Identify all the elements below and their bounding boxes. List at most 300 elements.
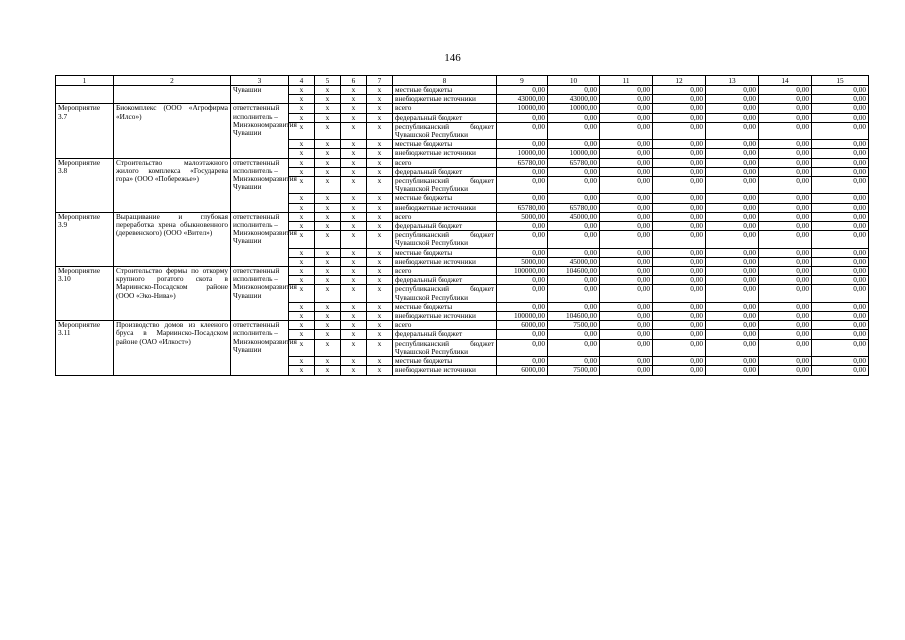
value-cell: 0,00 — [600, 158, 653, 167]
x-mark-cell: х — [341, 203, 367, 212]
value-cell: 0,00 — [653, 140, 706, 149]
value-cell: 0,00 — [497, 122, 548, 139]
value-cell: 0,00 — [812, 212, 869, 221]
value-cell: 0,00 — [759, 267, 812, 276]
value-cell: 0,00 — [759, 194, 812, 203]
value-cell: 0,00 — [812, 257, 869, 266]
x-mark-cell: х — [367, 177, 393, 194]
x-mark-cell: х — [367, 122, 393, 139]
x-mark-cell: х — [341, 177, 367, 194]
value-cell: 0,00 — [759, 302, 812, 311]
value-cell: 0,00 — [600, 167, 653, 176]
x-mark-cell: х — [341, 321, 367, 330]
x-mark-cell: х — [367, 321, 393, 330]
value-cell: 0,00 — [653, 257, 706, 266]
funding-source-cell: республиканский бюджет Чувашской Республики — [393, 339, 497, 356]
value-cell: 104600,00 — [548, 312, 600, 321]
funding-source-cell: республиканский бюджет Чувашской Республики — [393, 177, 497, 194]
value-cell: 0,00 — [812, 113, 869, 122]
funding-source-cell: местные бюджеты — [393, 86, 497, 95]
funding-source-cell: внебюджетные источники — [393, 312, 497, 321]
value-cell: 0,00 — [600, 257, 653, 266]
value-cell: 0,00 — [600, 302, 653, 311]
table-row — [56, 158, 869, 167]
x-mark-cell: х — [367, 366, 393, 375]
funding-source-cell: республиканский бюджет Чувашской Республики — [393, 231, 497, 248]
value-cell: 0,00 — [548, 194, 600, 203]
x-mark-cell: х — [315, 285, 341, 302]
value-cell: 0,00 — [600, 149, 653, 158]
value-cell: 0,00 — [759, 113, 812, 122]
value-cell: 0,00 — [653, 158, 706, 167]
value-cell: 0,00 — [812, 140, 869, 149]
x-mark-cell: х — [315, 312, 341, 321]
value-cell: 0,00 — [548, 330, 600, 339]
x-mark-cell: х — [289, 122, 315, 139]
x-mark-cell: х — [341, 231, 367, 248]
x-mark-cell: х — [341, 140, 367, 149]
x-mark-cell: х — [341, 95, 367, 104]
value-cell: 0,00 — [706, 248, 759, 257]
funding-source-cell: республиканский бюджет Чувашской Республики — [393, 285, 497, 302]
value-cell: 0,00 — [706, 222, 759, 231]
column-header: 4 — [289, 76, 315, 86]
x-mark-cell: х — [367, 231, 393, 248]
measure-name-cell: Строительство малоэтажного жилого комплекса «Государева гора» (ООО «Побережье») — [114, 158, 231, 212]
column-header: 2 — [114, 76, 231, 86]
x-mark-cell: х — [315, 321, 341, 330]
funding-source-cell: местные бюджеты — [393, 357, 497, 366]
x-mark-cell: х — [289, 285, 315, 302]
value-cell: 0,00 — [548, 302, 600, 311]
value-cell: 0,00 — [812, 231, 869, 248]
x-mark-cell: х — [289, 330, 315, 339]
x-mark-cell: х — [367, 267, 393, 276]
value-cell: 0,00 — [759, 257, 812, 266]
value-cell: 0,00 — [548, 248, 600, 257]
measure-label-cell: Мероприятие 3.7 — [56, 104, 114, 158]
funding-source-cell: внебюджетные источники — [393, 149, 497, 158]
x-mark-cell: х — [341, 302, 367, 311]
funding-source-cell: местные бюджеты — [393, 302, 497, 311]
value-cell: 0,00 — [759, 248, 812, 257]
funding-source-cell: внебюджетные источники — [393, 366, 497, 375]
value-cell: 0,00 — [653, 194, 706, 203]
value-cell: 0,00 — [600, 267, 653, 276]
x-mark-cell: х — [315, 140, 341, 149]
measure-label-cell: Мероприятие 3.11 — [56, 321, 114, 375]
x-mark-cell: х — [367, 203, 393, 212]
value-cell: 0,00 — [812, 285, 869, 302]
value-cell: 0,00 — [812, 177, 869, 194]
value-cell: 104600,00 — [548, 267, 600, 276]
value-cell: 0,00 — [706, 321, 759, 330]
value-cell: 0,00 — [600, 231, 653, 248]
x-mark-cell: х — [341, 167, 367, 176]
measure-name-cell: Биокомплекс (ООО «Агрофирма «Илсо») — [114, 104, 231, 158]
value-cell: 0,00 — [600, 86, 653, 95]
value-cell: 0,00 — [759, 203, 812, 212]
x-mark-cell: х — [289, 366, 315, 375]
value-cell: 0,00 — [812, 122, 869, 139]
value-cell: 0,00 — [706, 339, 759, 356]
x-mark-cell: х — [315, 158, 341, 167]
x-mark-cell: х — [289, 231, 315, 248]
value-cell: 0,00 — [548, 86, 600, 95]
value-cell: 0,00 — [706, 285, 759, 302]
value-cell: 0,00 — [759, 366, 812, 375]
funding-source-cell: всего — [393, 212, 497, 221]
x-mark-cell: х — [289, 302, 315, 311]
value-cell: 0,00 — [706, 122, 759, 139]
value-cell: 0,00 — [653, 104, 706, 113]
value-cell: 0,00 — [812, 104, 869, 113]
x-mark-cell: х — [315, 302, 341, 311]
page-number: 146 — [444, 52, 461, 64]
value-cell: 0,00 — [600, 212, 653, 221]
funding-source-cell: местные бюджеты — [393, 248, 497, 257]
measure-label-cell: Мероприятие 3.8 — [56, 158, 114, 212]
x-mark-cell: х — [315, 267, 341, 276]
value-cell: 0,00 — [706, 140, 759, 149]
x-mark-cell: х — [315, 231, 341, 248]
column-header: 7 — [367, 76, 393, 86]
x-mark-cell: х — [367, 339, 393, 356]
value-cell: 6000,00 — [497, 366, 548, 375]
x-mark-cell: х — [341, 285, 367, 302]
value-cell: 65780,00 — [548, 203, 600, 212]
value-cell: 0,00 — [653, 177, 706, 194]
x-mark-cell: х — [367, 113, 393, 122]
x-mark-cell: х — [289, 104, 315, 113]
x-mark-cell: х — [289, 177, 315, 194]
x-mark-cell: х — [289, 113, 315, 122]
value-cell: 65780,00 — [497, 203, 548, 212]
column-number-row — [56, 76, 869, 86]
x-mark-cell: х — [341, 104, 367, 113]
x-mark-cell: х — [367, 357, 393, 366]
funding-source-cell: федеральный бюджет — [393, 330, 497, 339]
x-mark-cell: х — [367, 276, 393, 285]
x-mark-cell: х — [367, 285, 393, 302]
executor-cell: ответственный исполнитель – Минэкономразвития Чувашии — [231, 321, 289, 375]
x-mark-cell: х — [367, 222, 393, 231]
value-cell: 0,00 — [653, 113, 706, 122]
x-mark-cell: х — [289, 222, 315, 231]
value-cell: 0,00 — [497, 248, 548, 257]
value-cell: 0,00 — [600, 285, 653, 302]
x-mark-cell: х — [341, 86, 367, 95]
x-mark-cell: х — [341, 357, 367, 366]
value-cell: 0,00 — [706, 167, 759, 176]
value-cell: 0,00 — [706, 366, 759, 375]
value-cell: 0,00 — [812, 321, 869, 330]
value-cell: 100000,00 — [497, 312, 548, 321]
executor-cell: Чувашии — [231, 86, 289, 104]
x-mark-cell: х — [341, 212, 367, 221]
column-header: 8 — [393, 76, 497, 86]
value-cell: 0,00 — [548, 357, 600, 366]
value-cell: 0,00 — [759, 312, 812, 321]
value-cell: 0,00 — [600, 122, 653, 139]
x-mark-cell: х — [315, 203, 341, 212]
executor-cell: ответственный исполнитель – Минэкономразвития Чувашии — [231, 104, 289, 158]
value-cell: 0,00 — [653, 276, 706, 285]
value-cell: 0,00 — [653, 212, 706, 221]
measure-name-cell: Производство домов из клееного бруса в Мариинско-Посадском районе (ОАО «Илкост») — [114, 321, 231, 375]
value-cell: 0,00 — [759, 222, 812, 231]
x-mark-cell: х — [315, 177, 341, 194]
value-cell: 0,00 — [497, 330, 548, 339]
x-mark-cell: х — [289, 276, 315, 285]
value-cell: 7500,00 — [548, 321, 600, 330]
measure-name-cell: Строительство фермы по откорму крупного рогатого скота в Мариинско-Посадском районе (ООО «Эко-Нива») — [114, 267, 231, 321]
value-cell: 0,00 — [706, 203, 759, 212]
value-cell: 0,00 — [706, 267, 759, 276]
x-mark-cell: х — [289, 312, 315, 321]
value-cell: 0,00 — [653, 167, 706, 176]
x-mark-cell: х — [367, 194, 393, 203]
value-cell: 0,00 — [706, 86, 759, 95]
value-cell: 0,00 — [759, 321, 812, 330]
column-header: 13 — [706, 76, 759, 86]
value-cell: 0,00 — [653, 203, 706, 212]
value-cell: 0,00 — [548, 285, 600, 302]
value-cell: 0,00 — [600, 330, 653, 339]
value-cell: 0,00 — [653, 267, 706, 276]
value-cell: 0,00 — [548, 122, 600, 139]
value-cell: 0,00 — [600, 366, 653, 375]
value-cell: 0,00 — [548, 222, 600, 231]
funding-source-cell: республиканский бюджет Чувашской Республики — [393, 122, 497, 139]
x-mark-cell: х — [315, 95, 341, 104]
value-cell: 45000,00 — [548, 212, 600, 221]
column-header: 5 — [315, 76, 341, 86]
x-mark-cell: х — [289, 248, 315, 257]
value-cell: 0,00 — [706, 113, 759, 122]
value-cell: 0,00 — [706, 276, 759, 285]
value-cell: 0,00 — [812, 366, 869, 375]
value-cell: 0,00 — [706, 231, 759, 248]
column-header: 6 — [341, 76, 367, 86]
value-cell: 0,00 — [706, 312, 759, 321]
value-cell: 43000,00 — [548, 95, 600, 104]
x-mark-cell: х — [315, 212, 341, 221]
value-cell: 0,00 — [759, 104, 812, 113]
value-cell: 0,00 — [497, 357, 548, 366]
x-mark-cell: х — [367, 312, 393, 321]
column-header: 1 — [56, 76, 114, 86]
x-mark-cell: х — [341, 312, 367, 321]
value-cell: 6000,00 — [497, 321, 548, 330]
value-cell: 0,00 — [600, 222, 653, 231]
column-header: 14 — [759, 76, 812, 86]
x-mark-cell: х — [289, 357, 315, 366]
x-mark-cell: х — [367, 104, 393, 113]
value-cell: 0,00 — [812, 330, 869, 339]
x-mark-cell: х — [367, 302, 393, 311]
value-cell: 10000,00 — [548, 149, 600, 158]
measure-name-cell: Выращивание и глубокая переработка хрена обыкновенного (деревенского) (ООО «Вител») — [114, 212, 231, 266]
value-cell: 0,00 — [812, 267, 869, 276]
x-mark-cell: х — [289, 212, 315, 221]
value-cell: 0,00 — [653, 95, 706, 104]
value-cell: 0,00 — [653, 312, 706, 321]
value-cell: 0,00 — [706, 212, 759, 221]
x-mark-cell: х — [341, 248, 367, 257]
value-cell: 0,00 — [548, 140, 600, 149]
x-mark-cell: х — [315, 104, 341, 113]
value-cell: 0,00 — [653, 339, 706, 356]
funding-source-cell: всего — [393, 267, 497, 276]
x-mark-cell: х — [367, 149, 393, 158]
value-cell: 100000,00 — [497, 267, 548, 276]
value-cell: 0,00 — [600, 140, 653, 149]
value-cell: 45000,00 — [548, 257, 600, 266]
value-cell: 0,00 — [812, 222, 869, 231]
funding-source-cell: внебюджетные источники — [393, 257, 497, 266]
funding-source-cell: федеральный бюджет — [393, 167, 497, 176]
value-cell: 0,00 — [497, 222, 548, 231]
value-cell: 0,00 — [759, 158, 812, 167]
value-cell: 0,00 — [548, 167, 600, 176]
value-cell: 0,00 — [812, 158, 869, 167]
value-cell: 0,00 — [497, 177, 548, 194]
x-mark-cell: х — [341, 158, 367, 167]
value-cell: 0,00 — [706, 194, 759, 203]
value-cell: 0,00 — [600, 203, 653, 212]
measure-label-cell: Мероприятие 3.9 — [56, 212, 114, 266]
value-cell: 0,00 — [759, 339, 812, 356]
x-mark-cell: х — [289, 194, 315, 203]
x-mark-cell: х — [367, 330, 393, 339]
value-cell: 0,00 — [600, 95, 653, 104]
x-mark-cell: х — [341, 366, 367, 375]
x-mark-cell: х — [341, 267, 367, 276]
value-cell: 0,00 — [706, 104, 759, 113]
value-cell: 0,00 — [812, 167, 869, 176]
x-mark-cell: х — [341, 257, 367, 266]
x-mark-cell: х — [315, 194, 341, 203]
x-mark-cell: х — [367, 167, 393, 176]
x-mark-cell: х — [315, 257, 341, 266]
value-cell: 0,00 — [653, 231, 706, 248]
value-cell: 0,00 — [497, 276, 548, 285]
value-cell: 0,00 — [653, 357, 706, 366]
x-mark-cell: х — [315, 339, 341, 356]
value-cell: 10000,00 — [548, 104, 600, 113]
value-cell: 0,00 — [706, 330, 759, 339]
value-cell: 0,00 — [600, 104, 653, 113]
funding-source-cell: всего — [393, 321, 497, 330]
value-cell: 7500,00 — [548, 366, 600, 375]
column-header: 15 — [812, 76, 869, 86]
funding-source-cell: федеральный бюджет — [393, 276, 497, 285]
x-mark-cell: х — [315, 86, 341, 95]
value-cell: 0,00 — [600, 248, 653, 257]
measure-label-cell: Мероприятие 3.10 — [56, 267, 114, 321]
value-cell: 0,00 — [497, 86, 548, 95]
value-cell: 0,00 — [759, 122, 812, 139]
x-mark-cell: х — [315, 113, 341, 122]
value-cell: 0,00 — [497, 113, 548, 122]
value-cell: 0,00 — [759, 212, 812, 221]
x-mark-cell: х — [315, 222, 341, 231]
x-mark-cell: х — [315, 366, 341, 375]
x-mark-cell: х — [367, 248, 393, 257]
x-mark-cell: х — [367, 140, 393, 149]
column-header: 12 — [653, 76, 706, 86]
funding-source-cell: внебюджетные источники — [393, 95, 497, 104]
x-mark-cell: х — [315, 330, 341, 339]
value-cell: 0,00 — [653, 285, 706, 302]
x-mark-cell: х — [341, 113, 367, 122]
value-cell: 0,00 — [653, 302, 706, 311]
value-cell: 0,00 — [706, 158, 759, 167]
value-cell: 0,00 — [600, 312, 653, 321]
value-cell: 0,00 — [600, 177, 653, 194]
executor-cell: ответственный исполнитель – Минэкономразвития Чувашии — [231, 158, 289, 212]
value-cell: 0,00 — [548, 339, 600, 356]
value-cell: 0,00 — [497, 167, 548, 176]
value-cell: 0,00 — [812, 339, 869, 356]
x-mark-cell: х — [367, 86, 393, 95]
executor-cell: ответственный исполнитель – Минэкономразвития Чувашии — [231, 212, 289, 266]
x-mark-cell: х — [315, 167, 341, 176]
funding-source-cell: федеральный бюджет — [393, 222, 497, 231]
value-cell: 0,00 — [706, 177, 759, 194]
x-mark-cell: х — [289, 140, 315, 149]
value-cell: 0,00 — [497, 140, 548, 149]
value-cell: 0,00 — [812, 302, 869, 311]
value-cell: 0,00 — [706, 95, 759, 104]
x-mark-cell: х — [315, 122, 341, 139]
value-cell: 5000,00 — [497, 257, 548, 266]
value-cell: 0,00 — [653, 248, 706, 257]
value-cell: 0,00 — [759, 149, 812, 158]
value-cell: 0,00 — [812, 149, 869, 158]
value-cell: 0,00 — [653, 330, 706, 339]
value-cell: 0,00 — [653, 149, 706, 158]
column-header: 9 — [497, 76, 548, 86]
measure-name-cell — [114, 86, 231, 104]
value-cell: 0,00 — [759, 167, 812, 176]
x-mark-cell: х — [341, 149, 367, 158]
value-cell: 0,00 — [706, 149, 759, 158]
value-cell: 0,00 — [759, 357, 812, 366]
value-cell: 0,00 — [653, 86, 706, 95]
x-mark-cell: х — [315, 276, 341, 285]
value-cell: 0,00 — [812, 357, 869, 366]
column-header: 11 — [600, 76, 653, 86]
value-cell: 0,00 — [812, 194, 869, 203]
budget-table — [55, 75, 869, 376]
value-cell: 0,00 — [497, 231, 548, 248]
x-mark-cell: х — [289, 267, 315, 276]
x-mark-cell: х — [341, 339, 367, 356]
value-cell: 0,00 — [759, 330, 812, 339]
x-mark-cell: х — [315, 248, 341, 257]
value-cell: 0,00 — [759, 140, 812, 149]
funding-source-cell: федеральный бюджет — [393, 113, 497, 122]
x-mark-cell: х — [367, 257, 393, 266]
x-mark-cell: х — [341, 330, 367, 339]
funding-source-cell: местные бюджеты — [393, 140, 497, 149]
funding-source-cell: внебюджетные источники — [393, 203, 497, 212]
value-cell: 0,00 — [759, 231, 812, 248]
value-cell: 0,00 — [759, 95, 812, 104]
x-mark-cell: х — [367, 158, 393, 167]
